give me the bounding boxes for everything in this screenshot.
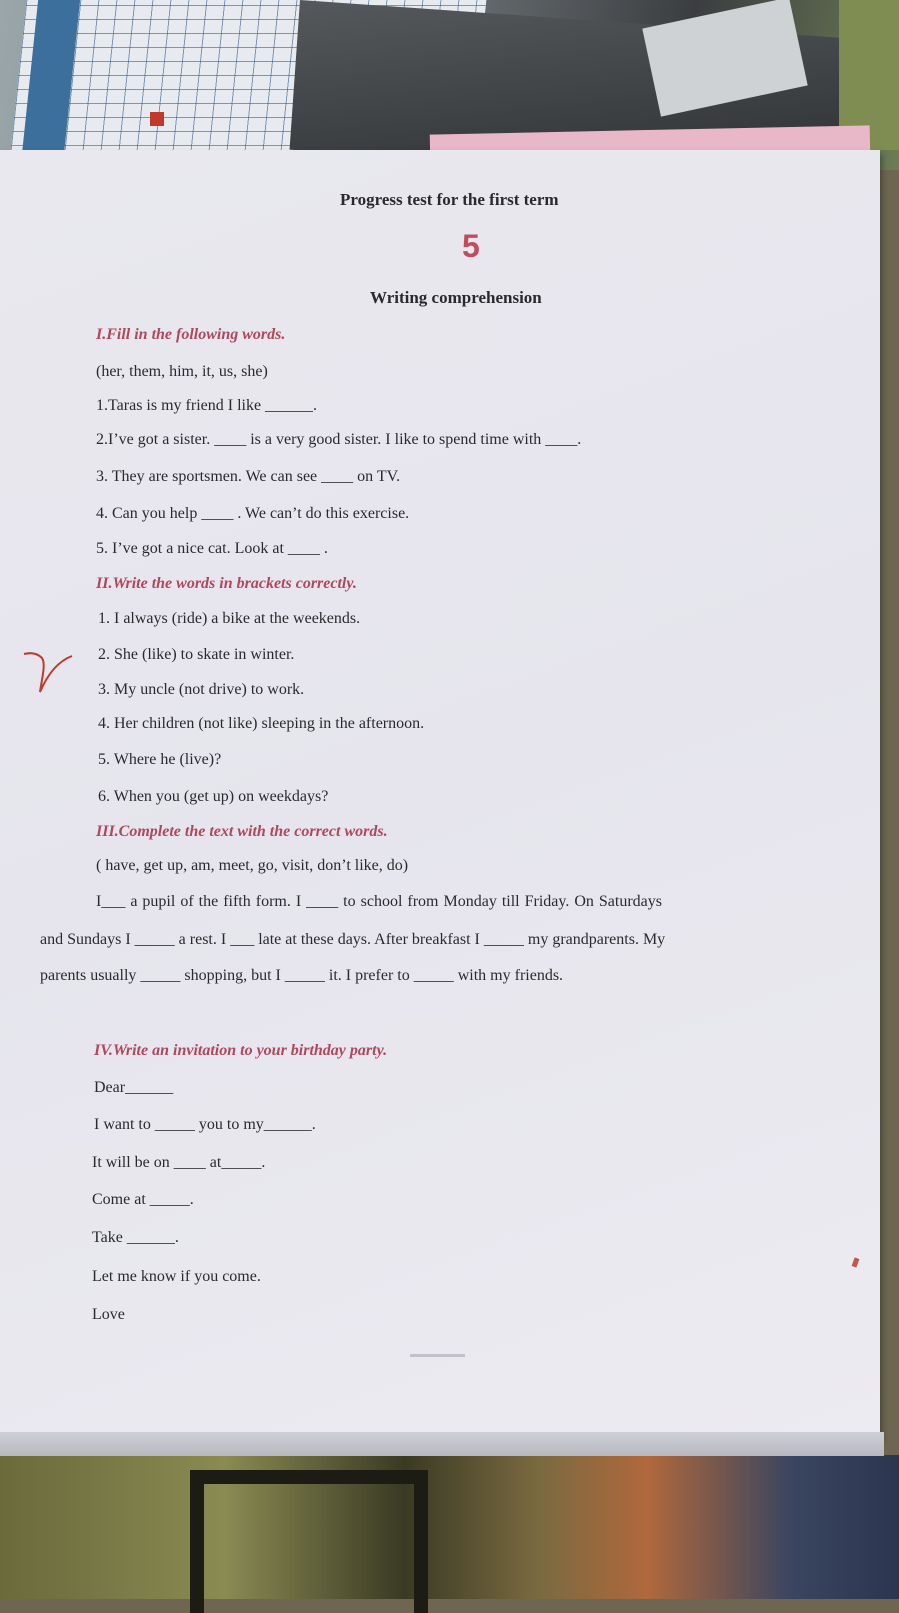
section-1-heading: I.Fill in the following words. bbox=[96, 326, 286, 343]
teacher-check-mark bbox=[22, 648, 74, 694]
section-1-word-bank: (her, them, him, it, us, she) bbox=[96, 363, 268, 380]
exercise-line: 5. Where he (live)? bbox=[98, 751, 222, 768]
exercise-line: 4. Can you help ____ . We can’t do this exercise. bbox=[96, 505, 410, 522]
paragraph-line: parents usually _____ shopping, but I _____ it. I prefer to _____ with my friends. bbox=[40, 967, 564, 984]
exercise-line: 2.I’ve got a sister. ____ is a very good sister. I like to spend time with ____. bbox=[96, 431, 582, 448]
worksheet-title: Progress test for the first term bbox=[340, 190, 559, 209]
exercise-line: 2. She (like) to skate in winter. bbox=[98, 646, 295, 663]
grade-mark: 5 bbox=[462, 228, 480, 264]
invitation-line: Take ______. bbox=[92, 1229, 179, 1246]
section-3-heading: III.Complete the text with the correct words. bbox=[96, 823, 388, 840]
paper-smudge bbox=[410, 1354, 465, 1357]
exercise-line: 5. I’ve got a nice cat. Look at ____ . bbox=[96, 540, 328, 557]
section-3-word-bank: ( have, get up, am, meet, go, visit, don’t like, do) bbox=[96, 857, 409, 874]
paragraph-line: and Sundays I _____ a rest. I ___ late at these days. After breakfast I _____ my grandparents. My bbox=[40, 931, 666, 948]
carpet-pattern bbox=[190, 1470, 428, 1613]
worksheet-subtitle: Writing comprehension bbox=[370, 288, 542, 307]
section-2-heading: II.Write the words in brackets correctly. bbox=[96, 575, 357, 592]
paper-stack-edge bbox=[0, 1432, 884, 1456]
exercise-line: 6. When you (get up) on weekdays? bbox=[98, 788, 329, 805]
invitation-line: Love bbox=[92, 1306, 125, 1323]
section-4-heading: IV.Write an invitation to your birthday party. bbox=[94, 1042, 388, 1059]
calendar-highlight bbox=[150, 112, 164, 126]
exercise-line: 3. They are sportsmen. We can see ____ on TV. bbox=[96, 468, 401, 485]
carpet bbox=[0, 1455, 899, 1599]
exercise-line: 1. I always (ride) a bike at the weekends. bbox=[98, 610, 361, 627]
exercise-line: 1.Taras is my friend I like ______. bbox=[96, 397, 318, 414]
invitation-line: Let me know if you come. bbox=[92, 1268, 261, 1285]
invitation-line: I want to _____ you to my______. bbox=[94, 1116, 316, 1133]
invitation-line: Dear______ bbox=[94, 1079, 174, 1096]
exercise-line: 4. Her children (not like) sleeping in the afternoon. bbox=[98, 715, 425, 732]
paragraph-line: I___ a pupil of the fifth form. I ____ to school from Monday till Friday. On Saturdays bbox=[96, 893, 662, 910]
exercise-line: 3. My uncle (not drive) to work. bbox=[98, 681, 305, 698]
invitation-line: Come at _____. bbox=[92, 1191, 194, 1208]
invitation-line: It will be on ____ at_____. bbox=[92, 1154, 266, 1171]
